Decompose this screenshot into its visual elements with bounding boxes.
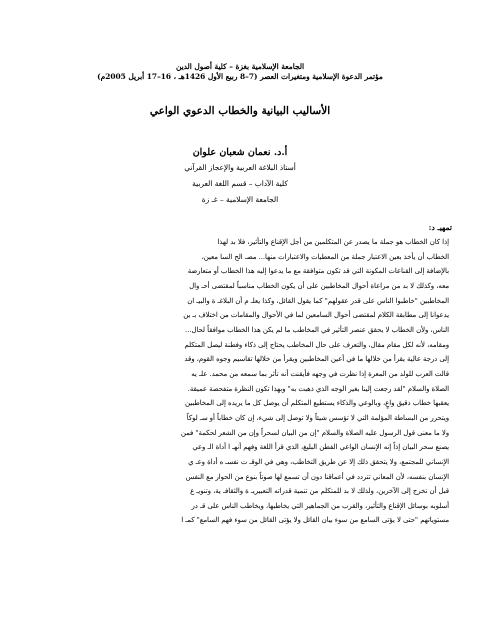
author-university: الجامعة الإسلامية – غـ زة xyxy=(201,195,279,204)
body-line: مستوياتهم "حتى لا يؤتى السامع من سوء بيان القائل ولا يؤتى القائل من سوء فهم السامع" كمـ ا xyxy=(181,516,449,525)
body-line: قالت العرب للولد من المعرة إذا نظرت في وجهه فأيقنت أنه تأثر بما سمعه من محمد. علـ يه xyxy=(191,369,449,378)
body-line: ولا ما معنى قول الرسول عليه الصلاة والسلام "إن من البيان لسحراً وإن من الشعر لحكمة" فمن xyxy=(180,428,449,437)
body-line: الصلاة والسلام "لقد رجعت إلينا بغير الوجه الذي ذهبت به" وبهذا تكون النظرة متفحصة عميقة. xyxy=(187,384,449,393)
author-name: أ.د. نعمان شعبان علوان xyxy=(192,147,288,158)
body-line: أسلوبه بوسائل الإقناع والتأثير، والقرب من الجماهير التي يخاطبها، ويخاطب الناس على قـ در xyxy=(191,501,449,510)
body-line: بالإضافة إلى القناعات المكونة التي قد تكون متوافقة مع ما يدعوا إليه هذا الخطاب أو متعارضة xyxy=(187,267,449,276)
body-line: الناس، ولأن الخطاب لا يحقق عنصر التأثير في المخاطب ما لم يكن هذا الخطاب موافقاً لحال... xyxy=(185,325,449,334)
body-paragraph xyxy=(27,235,449,528)
conference-line: مؤتمر الدعوة الإسلامية ومتغيرات العصر (7–8 ربيع الأول 1426هـ ، 16–17 أبريل 2005م) xyxy=(97,72,383,81)
body-line: يدعوانا إلى مطابقة الكلام لمقتضى أحوال السامعين لما في الأحوال والمقامات من اختلاف بـ ين xyxy=(183,311,449,320)
body-line: المخاطبين "خاطبوا الناس على قدر عقولهم" كما يقول القائل، وكذا يعلـ م أن البلاغـ ة والبيـ ان xyxy=(187,296,449,305)
author-position: أستاذ البلاغة العربية والإعجاز القرآني xyxy=(184,163,296,172)
body-line: الإنساني للمجتمع، ولا يتحقق ذلك إلا عن طريق التخاطب، وهي في الوقـ ت نفسـ ه أداة وعـ ي xyxy=(188,457,449,466)
conference-header xyxy=(60,62,420,82)
paper-title: الأساليب البيانية والخطاب الدعوي الواعي xyxy=(149,105,331,117)
body-line: يعقبها خطاب دقيق واعٍ، وبالوعي والذكاء يستطيع المتكلم أن يوصل كل ما يريده إلى المخاطبين xyxy=(185,399,449,408)
body-line: معه، وكذلك لا بد من مراعاة أحوال المخاطبين على أن يكون الخطاب مناسباً لمقتضى أحـ وال xyxy=(189,281,449,290)
body-line: ويتحرر من البساطة المؤلمة التي لا تؤسس شيئاً ولا توصل إلى شيء، إن كان خطاباً أو سـ لوكاً xyxy=(186,413,449,422)
author-affiliation xyxy=(120,160,360,208)
body-line: الإنسان بنفسه، لأن المعاني تتردد في أعماقنا دون أن تسمع لها صوتاً بنوع من الحوار مع النفس xyxy=(185,472,449,481)
institution-line: الجامعة الإسلامية بغزة – كلية أصول الدين xyxy=(175,62,305,71)
body-line: إلى درجة عالية يقرأ من خلالها ما في أعين المخاطبين ويقرأ من خلالها تقاسيم وجوه القوم، وقد xyxy=(184,355,449,364)
body-line: ومقامه، لأنه لكل مقام مقال، والتعرف على حال المخاطب يحتاج إلى ذكاء وفطنة ليصل المتكلم xyxy=(184,340,449,349)
body-line: إذا كان الخطاب هو جملة ما يصدر عن المتكلمين من أجل الإقناع والتأثير، فلا بد لهذا xyxy=(217,238,449,246)
author-department: كلية الآداب – قسم اللغة العربية xyxy=(192,179,288,188)
body-line: الخطاب أن يأخذ بعين الاعتبار جملة من المعطيات والاعتبارات منها... مصـ الح السا معين، xyxy=(201,252,449,261)
body-line: قبل أن تخرج إلى الآخرين، ولذلك لا بد للمتكلم من تنمية قدراته التعبيريـ ة والثقافـ ية، وتنويـ ع xyxy=(190,487,449,496)
section-heading: تمهيـ د: xyxy=(428,223,452,232)
body-line: يصنع سحر البيان إذاً إنه الإنسان الواعي الفطن البليغ، الذي قرأ اللغة وفهم أنهـ ا أداة الـ وعي xyxy=(192,443,449,452)
